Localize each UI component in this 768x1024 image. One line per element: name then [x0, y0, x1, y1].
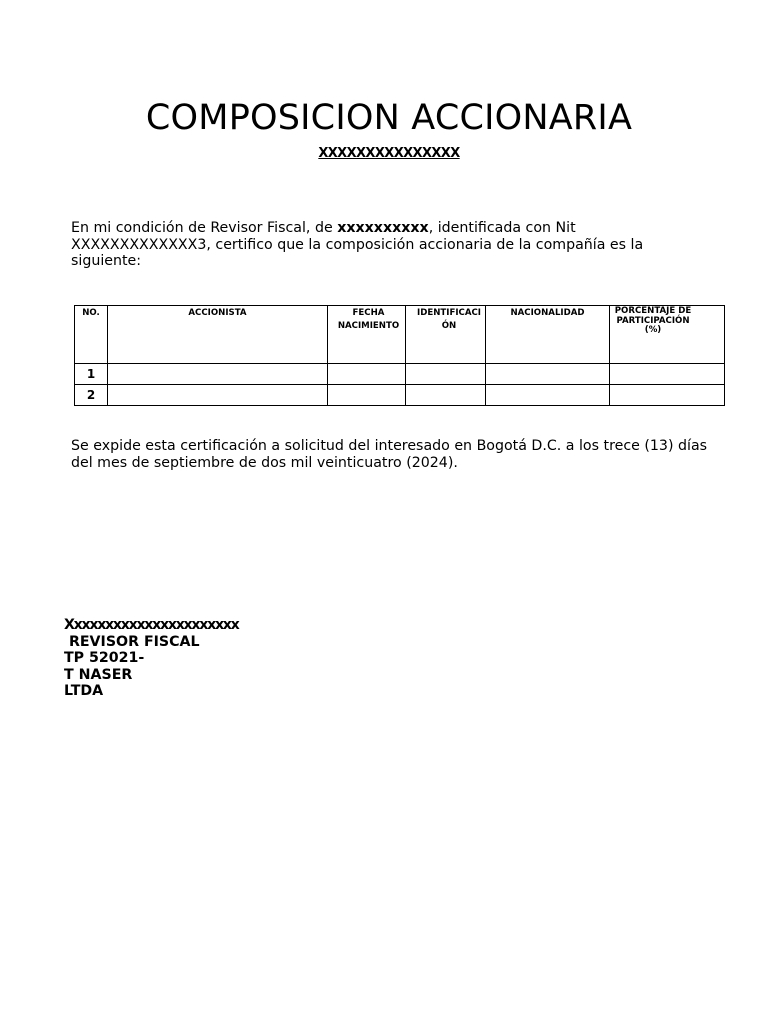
cell-accionista — [108, 364, 328, 385]
signatory-role: REVISOR FISCAL — [64, 633, 200, 650]
header-identificacion: IDENTIFICACI ÓN — [406, 306, 486, 364]
cell-nacionalidad — [486, 385, 610, 406]
cell-no: 1 — [75, 364, 108, 385]
header-no: NO. — [75, 306, 108, 364]
cell-nacionalidad — [486, 364, 610, 385]
intro-text-end: , identificada con Nit XXXXXXXXXXXXX3, certifico que la composición accionaria de la compañía es la siguiente: — [71, 220, 644, 269]
professional-card-number: TP 52021- — [64, 650, 145, 667]
document-subtitle: XXXXXXXXXXXXXXX — [318, 146, 460, 161]
intro-text-start: En mi condición de Revisor Fiscal, de — [71, 220, 338, 236]
firm-name-line1: T NASER — [64, 666, 133, 683]
header-porcentaje: PORCENTAJE DE PARTICIPACIÓN (%) — [610, 306, 725, 364]
table-row — [75, 385, 725, 406]
header-fecha-nacimiento: FECHA NACIMIENTO — [328, 306, 406, 364]
cell-identificacion — [406, 385, 486, 406]
intro-paragraph — [71, 220, 711, 270]
cell-fecha — [328, 385, 406, 406]
table-row — [75, 364, 725, 385]
cell-fecha — [328, 364, 406, 385]
header-accionista: ACCIONISTA — [108, 306, 328, 364]
table-header-row — [75, 306, 725, 364]
closing-paragraph: Se expide esta certificación a solicitud del interesado en Bogotá D.C. a los trece (13) días del mes de septiembre de dos mil veinticuatro (2024). — [71, 438, 708, 471]
cell-identificacion — [406, 364, 486, 385]
cell-porcentaje — [610, 385, 725, 406]
document-title: COMPOSICION ACCIONARIA — [145, 98, 633, 138]
signatory-name: Xxxxxxxxxxxxxxxxxxxxxx — [64, 617, 239, 633]
company-name: xxxxxxxxxx — [337, 220, 429, 236]
firm-name-line2: LTDA — [64, 683, 104, 700]
signature-block — [64, 617, 364, 700]
shareholders-table — [74, 305, 725, 406]
cell-accionista — [108, 385, 328, 406]
cell-porcentaje — [610, 364, 725, 385]
header-nacionalidad: NACIONALIDAD — [486, 306, 610, 364]
cell-no: 2 — [75, 385, 108, 406]
